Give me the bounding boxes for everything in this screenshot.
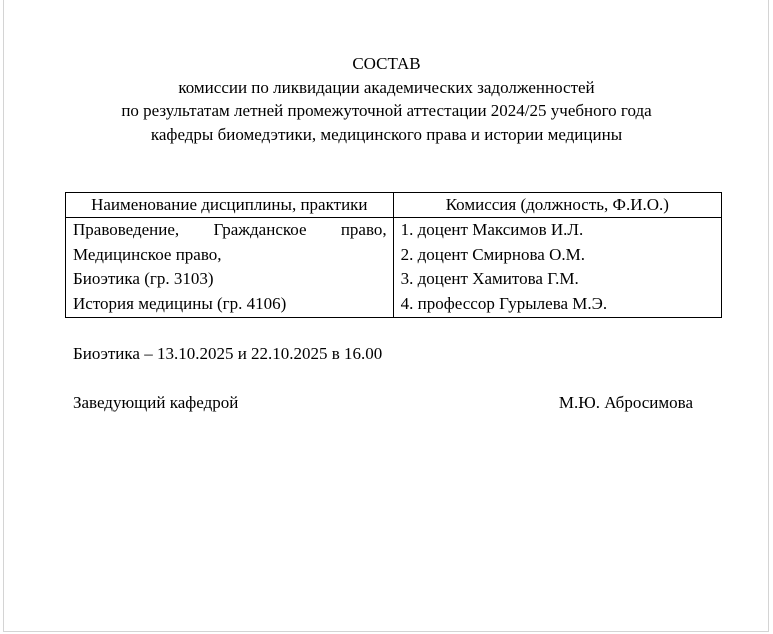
table-header-row (66, 193, 722, 218)
heading-line-1: комиссии по ликвидации академических задолженностей (178, 77, 595, 97)
discipline-line: История медицины (гр. 4106) (73, 293, 287, 313)
header-discipline: Наименование дисциплины, практики (66, 193, 394, 218)
discipline-cell (66, 218, 394, 318)
signatory-name: М.Ю. Абросимова (558, 393, 693, 412)
member-line: 2. доцент Смирнова О.М. (400, 244, 585, 264)
member-line: 3. доцент Хамитова Г.М. (400, 269, 579, 288)
member-line: 1. доцент Максимов И.Л. (400, 220, 584, 239)
document-title: СОСТАВ (352, 54, 421, 73)
table-row (66, 218, 722, 318)
heading-line-3: кафедры биомедэтики, медицинского права и истории медицины (150, 124, 623, 144)
document-heading (0, 52, 773, 146)
header-commission: Комиссия (должность, Ф.И.О.) (393, 193, 721, 218)
discipline-line: Биоэтика (гр. 3103) (73, 269, 214, 288)
signatory-role: Заведующий кафедрой (73, 393, 239, 412)
discipline-line: Правоведение, Гражданское право, (73, 220, 387, 239)
heading-line-2: по результатам летней промежуточной аттестации 2024/25 учебного года (121, 101, 652, 120)
exam-schedule: Биоэтика – 13.10.2025 и 22.10.2025 в 16.00 (73, 344, 383, 363)
member-line: 4. профессор Гурылева М.Э. (400, 293, 608, 313)
commission-cell (393, 218, 721, 318)
commission-table (65, 192, 722, 318)
discipline-line: Медицинское право, (73, 244, 222, 264)
